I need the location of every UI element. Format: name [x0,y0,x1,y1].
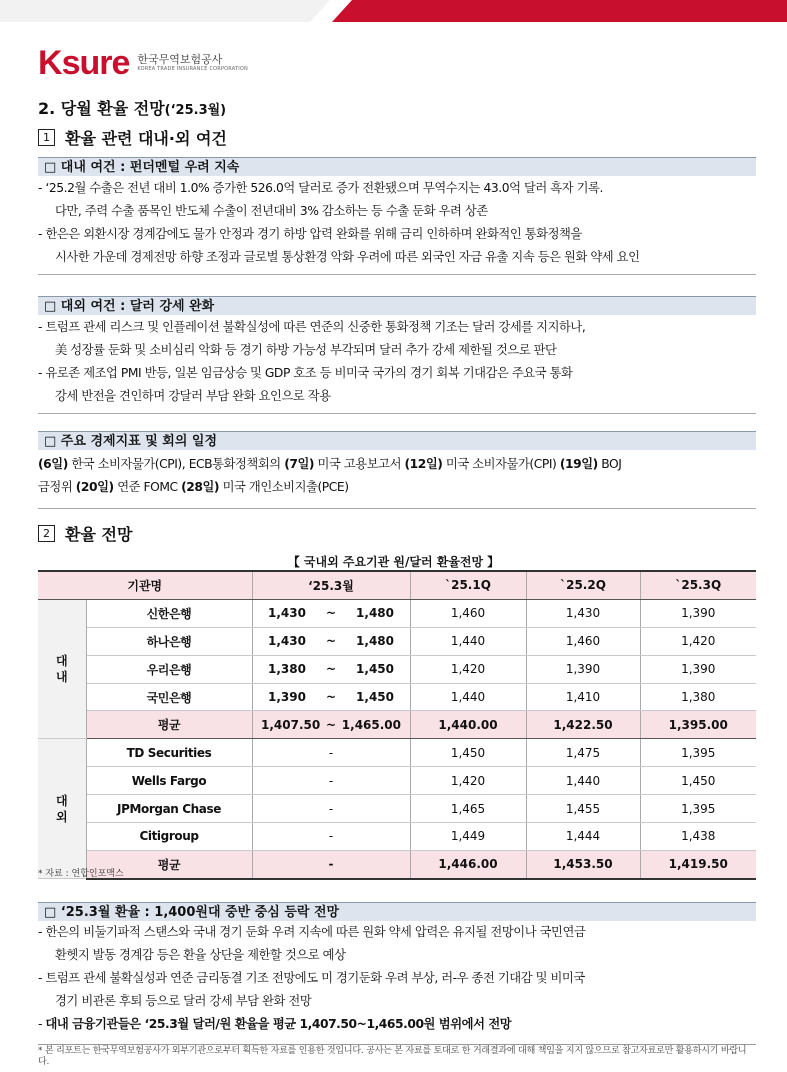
external-paragraph: - 트럼프 관세 리스크 및 인플레이션 불확실성에 따른 연준의 신중한 통화정책 기조는 달러 강세를 지지하나, 美 성장률 둔화 및 소비심리 악화 등 경기 하방 가능성 부각되며 달러 추가 강세 제한될 것으로 판단 - 유로존 제조업 PMI 반등, 일본 임금상승 및 GDP 호조 등 비미국 국가의 경기 회복 기대감은 주요국 통화 강세 반전을 견인하며 강달러 부담 완화 요인으로 작용 [38,320,586,403]
section-2-heading: 2 환율 전망 [38,522,132,545]
outlook-paragraph: - 한은의 비둘기파적 스탠스와 국내 경기 둔화 우려 지속에 따른 원화 약세 압력은 유지될 전망이나 국민연금 환헷지 발동 경계감 등은 환율 상단을 제한할 것으로 예상 - 트럼프 관세 불확실성과 연준 금리동결 기조 전망에도 미 경기둔화 우려 부상, 러-우 종전 기대감 및 비미국 경기 비관론 후퇴 등으로 달러 강세 부담 완화 전망 - 대내 금융기관들은 ‘25.3월 달러/원 환율을 평균 1,407.50~1,465.00원 범위에서 전망 [38,925,586,1031]
schedule-paragraph: (6일) 한국 소비자물가(CPI), ECB통화정책회의 (7일) 미국 고용보고서 (12일) 미국 소비자물가(CPI) (19일) BOJ 금정위 (20일) 연준 FOMC (28일) 미국 개인소비지출(PCE) [38,457,622,494]
schedule-heading: □ 주요 경제지표 및 회의 일정 [38,431,756,450]
domestic-paragraph: - ‘25.2월 수출은 전년 대비 1.0% 증가한 526.0억 달러로 증가 전환됐으며 무역수지는 43.0억 달러 흑자 기록. 다만, 주력 수출 품목인 반도체 수출이 전년대비 3% 감소하는 등 수출 둔화 우려 상존 - 한은은 외환시장 경계감에도 물가 안정과 경기 하방 압력 완화를 위해 금리 인하하며 완화적인 통화정책을 시사한 가운데 경제전망 하향 조정과 글로벌 통상환경 악화 우려에 따른 외국인 자금 유출 지속 등은 원화 약세 요인 [38,181,640,264]
logo-name-kr: 한국무역보험공사 [137,53,223,66]
table-header-row: 기관명 ‘25.3월 `25.1Q `25.2Q `25.3Q [38,571,756,599]
table-caption: 【 국내외 주요기관 원/달러 환율전망 】 [287,555,500,569]
table-row: Wells Fargo - 1,420 1,440 1,450 [38,767,756,795]
domestic-heading: □ 대내 여건 : 펀더멘털 우려 지속 [38,157,756,176]
outlook-heading: □ ‘25.3월 환율 : 1,400원대 중반 중심 등락 전망 [38,902,756,921]
foreign-group-label: 대 외 [38,739,86,879]
domestic-average-row: 평균 1,407.50 ~ 1,465.00 1,440.00 1,422.50 1,395.00 [38,711,756,739]
page-title: 2. 당월 환율 전망(‘25.3월) [38,99,227,118]
table-row: JPMorgan Chase - 1,465 1,455 1,395 [38,795,756,823]
table-source: * 자료 : 연합인포맥스 [38,869,124,879]
table-row: 대 내 신한은행 1,430 ~ 1,480 1,460 1,430 1,390 [38,599,756,627]
external-heading: □ 대외 여건 : 달러 강세 완화 [38,296,756,315]
table-row: Citigroup - 1,449 1,444 1,438 [38,823,756,851]
disclaimer-footnote: * 본 리포트는 한국무역보험공사가 외부기관으로부터 획득한 자료를 인용한 것입니다. 공사는 본 자료를 토대로 한 거래결과에 대해 책임을 지지 않으므로 참고자료로만 활용하시기 바랍니다. [38,1044,756,1068]
ksure-logo: Ksure 한국무역보험공사 KOREA TRADE INSURANCE CORPORATION [38,44,248,82]
section-1-heading: 1 환율 관련 대내·외 여건 [38,126,227,149]
foreign-average-row: 평균 - 1,446.00 1,453.50 1,419.50 [38,850,756,878]
table-row: 국민은행 1,390 ~ 1,450 1,440 1,410 1,380 [38,683,756,711]
header-decoration [0,0,787,22]
domestic-group-label: 대 내 [38,599,86,738]
table-row: 우리은행 1,380 ~ 1,450 1,420 1,390 1,390 [38,655,756,683]
table-row: 하나은행 1,430 ~ 1,480 1,440 1,460 1,420 [38,627,756,655]
logo-name-en: KOREA TRADE INSURANCE CORPORATION [137,66,248,72]
fx-forecast-table [38,570,756,880]
table-row: 대 외 TD Securities - 1,450 1,475 1,395 [38,739,756,767]
